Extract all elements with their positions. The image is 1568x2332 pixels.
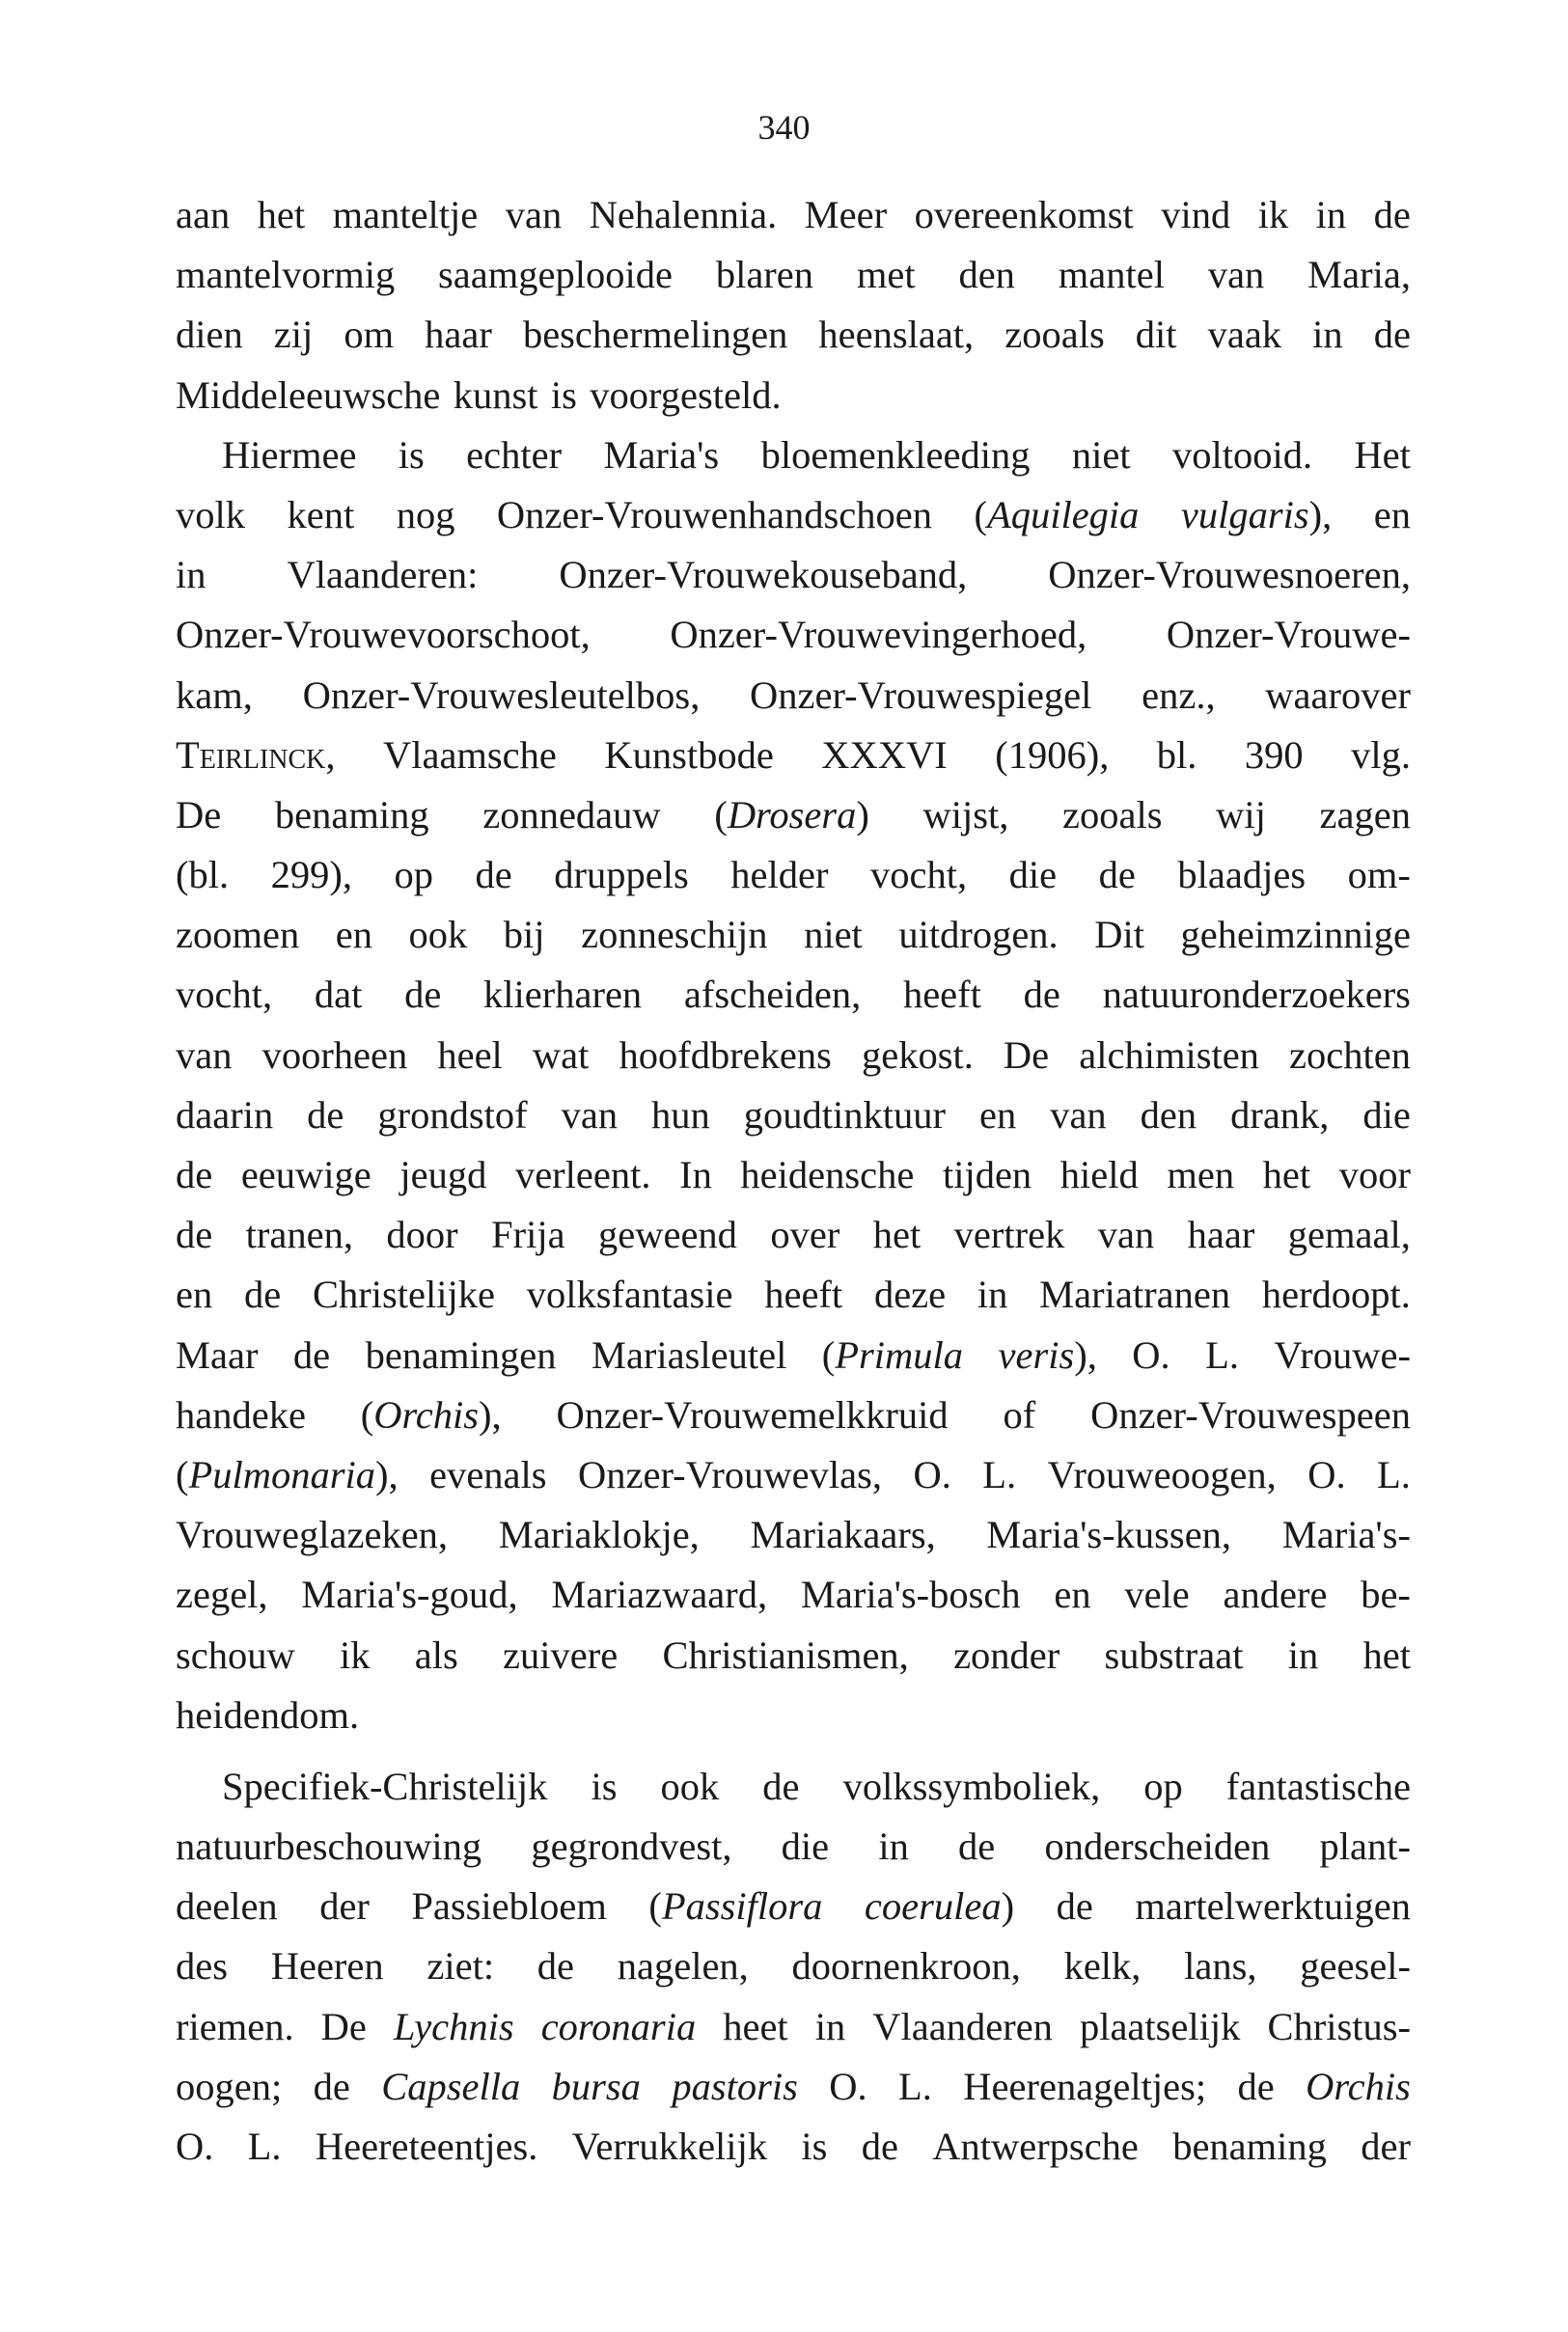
word: mantel xyxy=(1058,253,1165,297)
text-line xyxy=(176,1997,1411,2057)
word: doornenkroon, xyxy=(791,1944,1021,1989)
word: die xyxy=(1362,1092,1411,1137)
word: de xyxy=(958,1824,996,1869)
word: Onzer-Vrouwenhandschoen xyxy=(496,492,932,536)
word: zochten xyxy=(1289,1032,1411,1077)
word: Mariatranen xyxy=(1039,1273,1231,1317)
text-line xyxy=(176,1626,1411,1686)
word: en xyxy=(176,1273,213,1317)
word: deelen xyxy=(176,1884,278,1929)
word: Onzer-Vrouwesleutelbos, xyxy=(302,672,701,717)
word: het xyxy=(1262,1153,1311,1196)
word: daarin xyxy=(176,1092,274,1137)
word: met xyxy=(856,253,916,297)
word: O. xyxy=(176,2125,214,2168)
word: heeft xyxy=(902,973,981,1017)
word: Onzer-Vrouwesnoeren, xyxy=(1048,553,1411,597)
word: be- xyxy=(1361,1573,1411,1617)
word: deze xyxy=(873,1273,947,1317)
word: Maar xyxy=(176,1332,259,1377)
word: nog xyxy=(396,492,455,536)
word: kam, xyxy=(176,672,253,717)
word: benamingen xyxy=(365,1332,557,1377)
word: martelwerktuigen xyxy=(1135,1884,1411,1929)
word: geweend xyxy=(598,1213,737,1257)
word: des xyxy=(176,1944,228,1989)
word: ik xyxy=(340,1632,371,1677)
word: klierharen xyxy=(483,973,643,1017)
word: nagelen, xyxy=(617,1944,749,1989)
word: hun xyxy=(651,1092,710,1137)
word: van xyxy=(505,193,563,236)
word: gemaal, xyxy=(1287,1213,1411,1257)
word: de xyxy=(1023,973,1060,1017)
word: is xyxy=(550,372,577,417)
word: Kunstbode xyxy=(604,732,774,777)
word: en xyxy=(978,1092,1017,1137)
word: Maria, xyxy=(1307,253,1411,297)
word: overeenkomst xyxy=(914,193,1134,236)
word: geheimzinnige xyxy=(1180,913,1411,957)
word: in xyxy=(1312,313,1343,357)
word: Maria's xyxy=(603,432,720,477)
word: vulgaris), xyxy=(1180,492,1333,536)
word: Christus- xyxy=(1267,2004,1411,2048)
text-line xyxy=(176,1026,1411,1085)
word: benaming xyxy=(274,792,429,837)
word: ook xyxy=(660,1764,720,1808)
word: kent xyxy=(287,492,355,536)
body-text xyxy=(176,185,1411,2177)
word: veris), xyxy=(998,1332,1097,1377)
word: eeuwige xyxy=(240,1153,371,1196)
word: tranen, xyxy=(245,1213,353,1257)
word: die xyxy=(1008,853,1058,897)
word: oogen; xyxy=(176,2064,283,2108)
word: zagen xyxy=(1319,792,1411,837)
word: Onzer-Vrouwekouseband, xyxy=(559,553,968,597)
text-line xyxy=(176,666,1411,726)
word: Passiebloem xyxy=(411,1884,607,1929)
word: L. xyxy=(247,2125,282,2168)
word: Maria's-bosch xyxy=(800,1573,1021,1617)
word: op xyxy=(1143,1764,1183,1808)
word: kelk, xyxy=(1063,1944,1142,1989)
word: verleent. xyxy=(514,1153,651,1196)
word: Orchis xyxy=(1306,2064,1411,2108)
word: mantelvormig xyxy=(176,253,396,297)
word: heel xyxy=(437,1032,503,1077)
word: Lychnis xyxy=(393,2004,514,2048)
word: riemen. xyxy=(176,2004,294,2048)
word: van xyxy=(1050,1092,1107,1137)
word: L. xyxy=(1205,1332,1239,1377)
word: het xyxy=(257,193,306,236)
word: ziet: xyxy=(426,1944,495,1989)
word: Vlaanderen: xyxy=(287,553,479,597)
word: vind xyxy=(1161,193,1231,236)
word: zuivere xyxy=(503,1632,619,1677)
text-line xyxy=(176,1145,1411,1205)
text-line xyxy=(176,1505,1411,1565)
word: in xyxy=(176,553,206,597)
text-line xyxy=(176,545,1411,605)
word: de xyxy=(475,853,512,897)
word: O. xyxy=(913,1452,951,1496)
text-line xyxy=(176,1877,1411,1936)
word: heidendom. xyxy=(176,1692,360,1737)
word: de xyxy=(307,1092,344,1137)
word: Onzer-Vrouwemelkkruid xyxy=(556,1392,949,1437)
word: heet xyxy=(723,2004,788,2048)
word: Onzer-Vrouwespeen xyxy=(1090,1392,1411,1437)
word: vocht, xyxy=(176,973,273,1017)
word: Vlaanderen xyxy=(872,2004,1053,2048)
word: niet xyxy=(1071,432,1131,477)
word: In xyxy=(679,1153,712,1196)
word: om xyxy=(344,313,395,357)
word: in xyxy=(1287,1632,1319,1677)
word: bloemenkleeding xyxy=(760,432,1031,477)
word: enz., xyxy=(1142,672,1216,717)
word: in xyxy=(814,2004,846,2048)
word: de xyxy=(313,2064,350,2108)
word: heenslaat, xyxy=(818,313,975,357)
word: gegrondvest, xyxy=(531,1824,732,1869)
word: Specifiek-Christelijk xyxy=(222,1764,548,1808)
word: (bl. xyxy=(176,853,230,897)
word: lans, xyxy=(1184,1944,1257,1989)
word: Vrouwe- xyxy=(1274,1332,1411,1377)
text-line xyxy=(176,965,1411,1025)
word: zooals xyxy=(1004,313,1105,357)
word: aan xyxy=(176,193,231,236)
word: (1906), xyxy=(995,732,1110,777)
word: heeft xyxy=(764,1273,843,1317)
word: (Orchis), xyxy=(360,1392,502,1437)
word: over xyxy=(770,1213,840,1257)
word: om- xyxy=(1347,853,1411,897)
word: Teirlinck, xyxy=(176,732,336,777)
word: zonneschijn xyxy=(581,913,768,957)
text-line xyxy=(176,1265,1411,1325)
word: ik xyxy=(1257,193,1289,236)
word: helder xyxy=(730,853,829,897)
word: natuuronderzoekers xyxy=(1102,973,1411,1017)
word: der xyxy=(1361,2125,1411,2168)
word: Capsella xyxy=(381,2064,521,2108)
word: niet xyxy=(804,913,863,957)
text-line xyxy=(176,1385,1411,1445)
word: het xyxy=(1362,1632,1411,1677)
text-line xyxy=(176,1817,1411,1877)
word: alchimisten xyxy=(1079,1032,1259,1077)
word: is xyxy=(398,432,425,477)
word: grondstof xyxy=(377,1092,528,1137)
word: Vlaamsche xyxy=(382,732,557,777)
word: uitdrogen. xyxy=(898,913,1059,957)
word: de xyxy=(861,2125,898,2168)
word: van xyxy=(1207,253,1265,297)
word: kunst xyxy=(453,372,538,417)
word: manteltje xyxy=(332,193,479,236)
word: wat xyxy=(532,1032,590,1077)
word: ook xyxy=(408,913,468,957)
word: (Aquilegia xyxy=(974,492,1140,536)
text-line xyxy=(176,845,1411,905)
word: (Primula xyxy=(821,1332,964,1377)
word: dien xyxy=(176,313,243,357)
word: schouw xyxy=(176,1632,295,1677)
word: saamgeplooide xyxy=(438,253,673,297)
word: de xyxy=(1056,1884,1093,1929)
word: den xyxy=(958,253,1015,297)
word: O. xyxy=(1132,1332,1170,1377)
word: andere xyxy=(1223,1573,1328,1617)
word: en xyxy=(1054,1573,1091,1617)
word: vaak xyxy=(1207,313,1282,357)
word: voorgesteld. xyxy=(590,372,782,417)
word: gekost. xyxy=(861,1032,974,1077)
word: de xyxy=(1098,853,1136,897)
word: hield xyxy=(1059,1153,1139,1196)
word: bl. xyxy=(1156,732,1197,777)
word: De xyxy=(320,2004,367,2048)
word: XXXVI xyxy=(821,732,948,777)
word: in xyxy=(977,1273,1008,1317)
word: Onzer-Vrouwevlas, xyxy=(578,1452,883,1496)
word: Heerenageltjes; xyxy=(963,2064,1207,2108)
word: volkssymboliek, xyxy=(842,1764,1101,1808)
word: Onzer-Vrouwevingerhoed, xyxy=(670,613,1087,657)
word: van xyxy=(176,1032,233,1077)
word: (Pulmonaria), xyxy=(176,1452,399,1496)
word: L. xyxy=(982,1452,1017,1496)
word: zij xyxy=(273,313,314,357)
word: druppels xyxy=(554,853,689,897)
text-line xyxy=(176,1936,1411,1996)
word: de xyxy=(1373,313,1411,357)
word: volksfantasie xyxy=(526,1273,733,1317)
word: Frija xyxy=(491,1213,565,1257)
word: 299), xyxy=(270,853,353,897)
word: blaadjes xyxy=(1177,853,1307,897)
word: fantastische xyxy=(1225,1764,1411,1808)
word: voorheen xyxy=(261,1032,408,1077)
text-line xyxy=(176,905,1411,965)
word: (Drosera) xyxy=(714,792,869,837)
text-line xyxy=(176,366,1411,425)
word: L. xyxy=(1377,1452,1411,1496)
word: 390 xyxy=(1244,732,1304,777)
word: Meer xyxy=(804,193,888,236)
word: Vrouweoogen, xyxy=(1047,1452,1277,1496)
word: Mariaklokje, xyxy=(498,1513,700,1557)
word: zonder xyxy=(953,1632,1060,1677)
word: vertrek xyxy=(953,1213,1065,1257)
text-line xyxy=(176,1326,1411,1385)
word: pastoris xyxy=(672,2064,798,2108)
word: wij xyxy=(1216,792,1266,837)
word: De xyxy=(1003,1032,1050,1077)
word: bursa xyxy=(551,2064,641,2108)
word: zooals xyxy=(1062,792,1163,837)
word: L. xyxy=(898,2064,932,2108)
text-line xyxy=(176,2117,1411,2177)
word: Mariazwaard, xyxy=(551,1573,768,1617)
word: onderscheiden xyxy=(1044,1824,1271,1869)
word: of xyxy=(1003,1392,1036,1437)
word: tijden xyxy=(942,1153,1032,1196)
word: Heeren xyxy=(270,1944,384,1989)
word: op xyxy=(394,853,434,897)
text-line xyxy=(176,605,1411,665)
word: der xyxy=(319,1884,370,1929)
word: De xyxy=(176,792,222,837)
word: Mariasleutel xyxy=(591,1332,787,1377)
word: beschermelingen xyxy=(522,313,788,357)
word: bij xyxy=(503,913,545,957)
word: plant- xyxy=(1319,1824,1411,1869)
word: Maria's-goud, xyxy=(301,1573,518,1617)
word: de xyxy=(404,973,442,1017)
text-line xyxy=(176,185,1411,245)
word: natuurbeschouwing xyxy=(176,1824,482,1869)
word: wijst, xyxy=(922,792,1009,837)
word: heidensche xyxy=(740,1153,915,1196)
word: is xyxy=(801,2125,828,2168)
word: in xyxy=(1315,193,1347,236)
word: voltooid. xyxy=(1171,432,1313,477)
word: Het xyxy=(1354,432,1411,477)
word: Maria's- xyxy=(1281,1513,1411,1557)
word: geesel- xyxy=(1300,1944,1411,1989)
word: waarover xyxy=(1265,672,1411,717)
text-line xyxy=(176,2057,1411,2117)
word: de xyxy=(176,1213,213,1257)
word: vocht, xyxy=(870,853,968,897)
page-number: 340 xyxy=(757,108,811,147)
text-line xyxy=(176,1445,1411,1505)
text-line xyxy=(176,1757,1411,1817)
word: herdoopt. xyxy=(1261,1273,1411,1317)
word: den xyxy=(1140,1092,1197,1137)
word: handeke xyxy=(176,1392,306,1437)
word: dat xyxy=(314,973,363,1017)
word: de xyxy=(244,1273,282,1317)
word: en xyxy=(335,913,372,957)
word: O. xyxy=(1307,1452,1346,1496)
text-line xyxy=(176,785,1411,845)
text-line xyxy=(176,1565,1411,1625)
word: evenals xyxy=(429,1452,547,1496)
word: men xyxy=(1167,1153,1235,1196)
word: de xyxy=(1373,193,1411,236)
word: dit xyxy=(1135,313,1177,357)
word: afscheiden, xyxy=(683,973,862,1017)
word: het xyxy=(872,1213,922,1257)
text-line xyxy=(176,485,1411,545)
word: vele xyxy=(1124,1573,1190,1617)
word: Onzer-Vrouwevoorschoot, xyxy=(176,613,591,657)
word: de xyxy=(1237,2064,1275,2108)
word: (Passiflora xyxy=(648,1884,823,1929)
word: Middeleeuwsche xyxy=(176,372,441,417)
word: hoofdbrekens xyxy=(619,1032,832,1077)
word: jeugd xyxy=(399,1153,487,1196)
word: als xyxy=(414,1632,458,1677)
word: van xyxy=(1097,1213,1155,1257)
word: zoomen xyxy=(176,913,300,957)
word: Verrukkelijk xyxy=(571,2125,768,2168)
word: de xyxy=(176,1153,213,1196)
word: substraat xyxy=(1104,1632,1244,1677)
word: vlg. xyxy=(1351,732,1411,777)
word: de xyxy=(536,1944,575,1989)
word: plaatselijk xyxy=(1079,2004,1241,2048)
word: drank, xyxy=(1230,1092,1330,1137)
word: door xyxy=(386,1213,458,1257)
word: de xyxy=(292,1332,331,1377)
word: Christelijke xyxy=(313,1273,495,1317)
word: de xyxy=(762,1764,800,1808)
word: Vrouweglazeken, xyxy=(176,1513,449,1557)
text-line xyxy=(176,305,1411,365)
word: blaren xyxy=(715,253,814,297)
word: Christianismen, xyxy=(662,1632,909,1677)
word: zonnedauw xyxy=(482,792,661,837)
word: zegel, xyxy=(176,1573,268,1617)
word: Onzer-Vrouwespiegel xyxy=(750,672,1092,717)
word: die xyxy=(781,1824,830,1869)
word: Nehalennia. xyxy=(589,193,778,236)
word: van xyxy=(561,1092,619,1137)
text-line xyxy=(176,726,1411,785)
word: is xyxy=(591,1764,618,1808)
word: Hiermee xyxy=(222,432,357,477)
word: haar xyxy=(1187,1213,1255,1257)
text-line xyxy=(176,1085,1411,1145)
word: Onzer-Vrouwe- xyxy=(1166,613,1411,657)
word: O. xyxy=(829,2064,867,2108)
word: en xyxy=(1373,492,1411,536)
word: Mariakaars, xyxy=(750,1513,936,1557)
word: coerulea) xyxy=(864,1884,1015,1929)
word: voor xyxy=(1338,1153,1411,1196)
word: Heereteentjes. xyxy=(315,2125,538,2168)
word: Dit xyxy=(1094,913,1144,957)
text-line xyxy=(176,425,1411,485)
word: coronaria xyxy=(540,2004,697,2048)
word: Maria's-kussen, xyxy=(986,1513,1232,1557)
word: volk xyxy=(176,492,246,536)
word: in xyxy=(878,1824,909,1869)
word: Antwerpsche xyxy=(932,2125,1139,2168)
word: benaming xyxy=(1172,2125,1327,2168)
text-line xyxy=(176,1686,1411,1745)
word: echter xyxy=(466,432,563,477)
word: goudtinktuur xyxy=(743,1092,947,1137)
word: haar xyxy=(425,313,492,357)
text-line xyxy=(176,245,1411,305)
text-line xyxy=(176,1205,1411,1265)
